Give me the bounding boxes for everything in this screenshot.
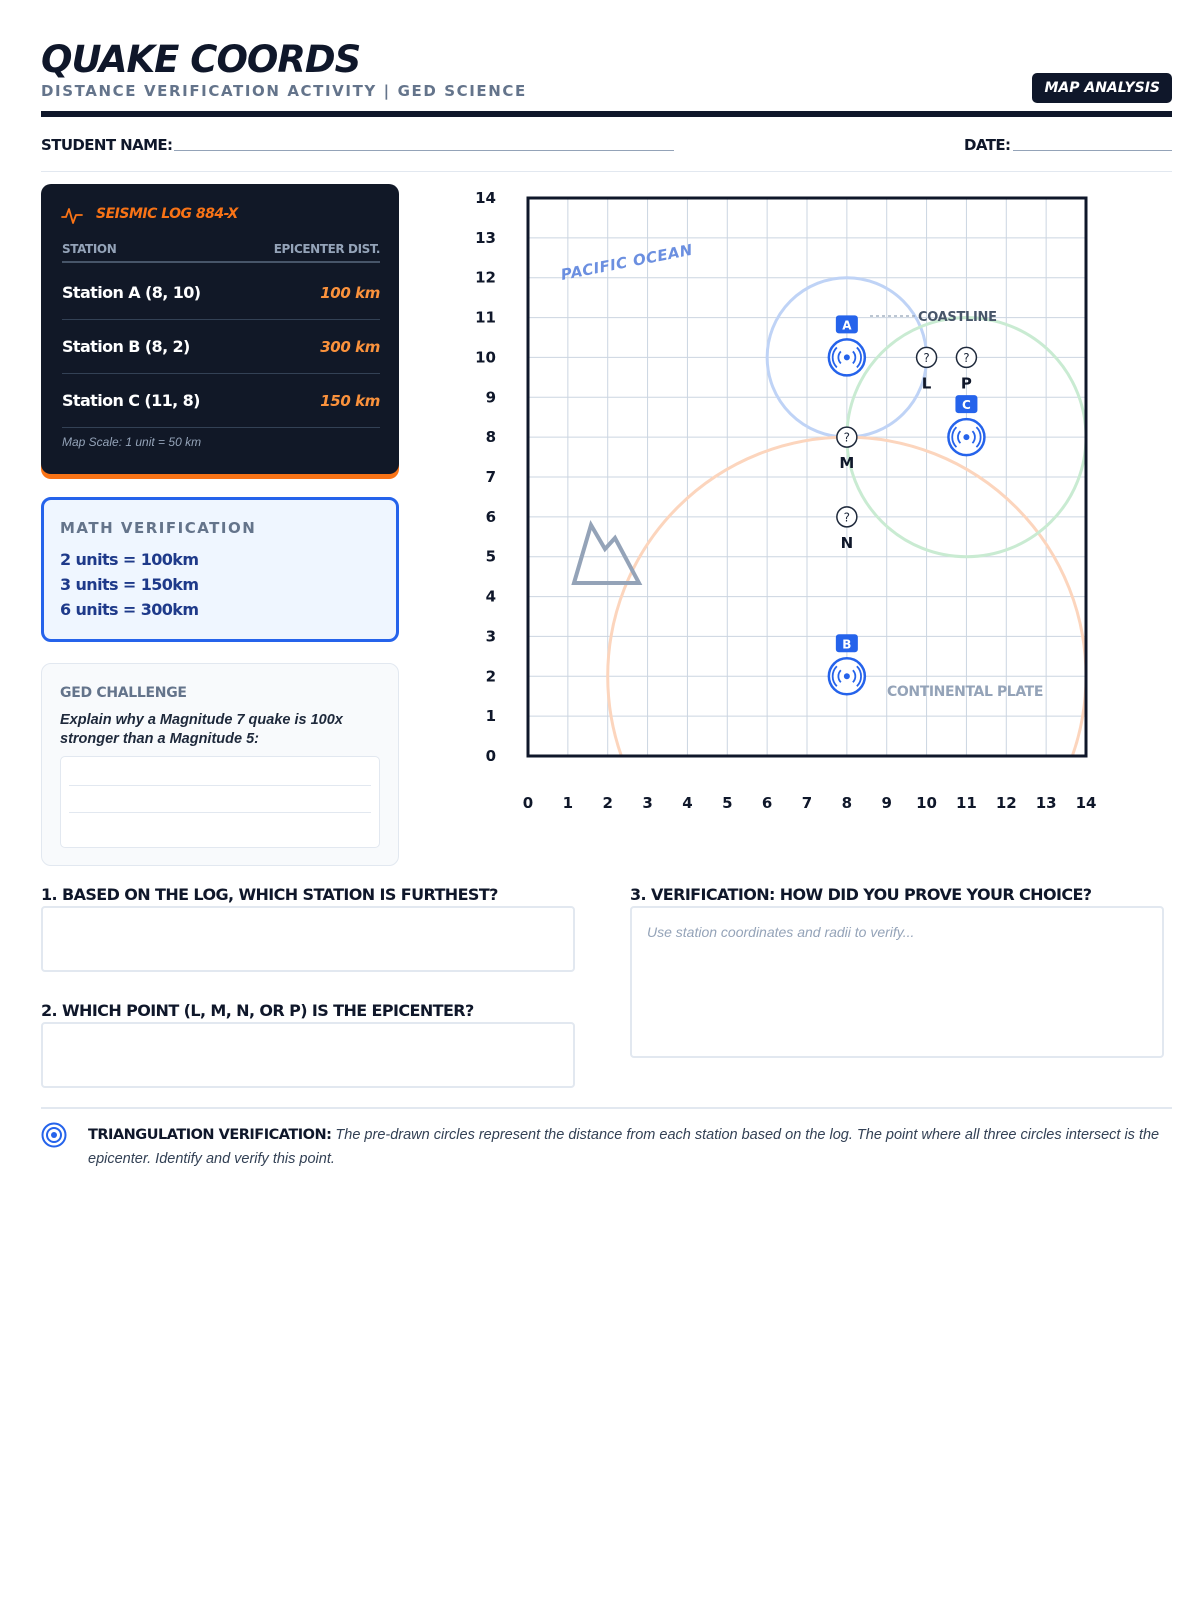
coordinate-map xyxy=(470,180,1150,840)
station-distance: 150 km xyxy=(320,392,380,410)
y-tick-label: 12 xyxy=(475,268,496,287)
log-row xyxy=(62,375,380,428)
student-name-field[interactable] xyxy=(174,150,674,151)
x-tick-label: 2 xyxy=(602,794,613,812)
y-tick-label: 5 xyxy=(485,547,496,566)
ged-answer-field[interactable] xyxy=(60,756,380,848)
x-tick-label: 5 xyxy=(722,794,733,812)
y-tick-label: 14 xyxy=(475,189,496,207)
ged-challenge-box xyxy=(41,663,399,866)
date-field[interactable] xyxy=(1013,150,1172,151)
x-tick-label: 7 xyxy=(801,794,813,812)
x-tick-label: 3 xyxy=(642,794,653,812)
station-name: Station C (11, 8) xyxy=(62,391,200,410)
footer-label: TRIANGULATION VERIFICATION: xyxy=(88,1127,332,1143)
broadcast-dot xyxy=(844,673,850,679)
seismic-log-header xyxy=(62,242,380,263)
page-title: QUAKE COORDS xyxy=(41,38,361,81)
x-tick-label: 13 xyxy=(1035,794,1057,812)
question-mark: ? xyxy=(843,510,851,525)
question-mark: ? xyxy=(963,350,970,365)
log-row xyxy=(62,267,380,320)
page-subtitle: DISTANCE VERIFICATION ACTIVITY | GED SCIENCE xyxy=(41,82,527,100)
col-station: STATION xyxy=(62,242,117,256)
answer-field-3[interactable] xyxy=(630,906,1164,1058)
ged-title: GED CHALLENGE xyxy=(60,685,187,701)
broadcast-dot xyxy=(963,434,969,440)
y-tick-label: 13 xyxy=(475,228,496,247)
header xyxy=(41,38,1172,118)
ged-question: Explain why a Magnitude 7 quake is 100x stronger than a Magnitude 5: xyxy=(60,712,343,747)
x-tick-label: 12 xyxy=(995,794,1017,812)
question-mark: ? xyxy=(923,350,930,365)
y-tick-label: 10 xyxy=(475,348,496,367)
x-tick-label: 1 xyxy=(562,794,574,812)
candidate-label: P xyxy=(960,374,972,393)
answer-field-2[interactable] xyxy=(41,1022,575,1088)
math-line: 3 units = 150km xyxy=(60,575,199,594)
candidate-label: N xyxy=(840,533,854,552)
math-verification-box xyxy=(41,497,399,642)
y-tick-label: 9 xyxy=(485,388,496,407)
y-tick-label: 8 xyxy=(485,428,496,447)
student-name-label: STUDENT NAME: xyxy=(41,136,173,154)
map-analysis-badge: MAP ANALYSIS xyxy=(1032,73,1172,103)
map-scale-note: Map Scale: 1 unit = 50 km xyxy=(62,435,202,449)
math-line: 6 units = 300km xyxy=(60,600,199,619)
station-label: B xyxy=(842,637,852,652)
footer-note xyxy=(88,1123,1174,1171)
question-2: 2. WHICH POINT (L, M, N, OR P) IS THE EPICENTER? xyxy=(41,1001,474,1020)
question-mark: ? xyxy=(843,430,851,445)
answer-line xyxy=(69,785,371,786)
y-tick-label: 1 xyxy=(485,707,496,726)
y-tick-label: 4 xyxy=(485,587,496,606)
y-tick-label: 7 xyxy=(485,468,496,486)
footer-rule xyxy=(41,1107,1172,1109)
y-tick-label: 11 xyxy=(475,308,496,327)
x-tick-label: 4 xyxy=(682,794,693,812)
math-line: 2 units = 100km xyxy=(60,550,199,569)
x-tick-label: 0 xyxy=(522,794,534,812)
station-label: C xyxy=(962,398,971,413)
station-name: Station A (8, 10) xyxy=(62,283,201,302)
pulse-icon xyxy=(61,206,83,226)
y-tick-label: 3 xyxy=(485,627,496,646)
x-tick-label: 6 xyxy=(761,794,773,812)
candidate-label: M xyxy=(839,454,855,473)
coastline-label: COASTLINE xyxy=(918,310,997,325)
header-rule xyxy=(41,111,1172,117)
station-distance: 100 km xyxy=(320,284,380,302)
question-3: 3. VERIFICATION: HOW DID YOU PROVE YOUR CHOICE? xyxy=(630,885,1092,904)
log-row xyxy=(62,321,380,374)
continental-plate-label: CONTINENTAL PLATE xyxy=(887,684,1043,700)
footer-text: The pre-drawn circles represent the distance from each station based on the log. The point where all three circles intersect is the epicenter. Identify and verify this point. xyxy=(88,1127,1160,1167)
station-name: Station B (8, 2) xyxy=(62,337,190,356)
x-tick-label: 14 xyxy=(1075,794,1097,812)
question-1: 1. BASED ON THE LOG, WHICH STATION IS FURTHEST? xyxy=(41,885,498,904)
x-tick-label: 9 xyxy=(881,794,892,812)
y-tick-label: 6 xyxy=(485,507,496,526)
ocean-label: PACIFIC OCEAN xyxy=(559,240,695,284)
answer-field-1[interactable] xyxy=(41,906,575,972)
y-tick-label: 0 xyxy=(485,747,496,765)
x-tick-label: 10 xyxy=(916,794,938,812)
col-distance: EPICENTER DIST. xyxy=(273,242,380,256)
station-distance: 300 km xyxy=(320,338,380,356)
math-title: MATH VERIFICATION xyxy=(60,519,257,537)
date-label: DATE: xyxy=(964,136,1011,154)
x-tick-label: 8 xyxy=(841,794,853,812)
seismic-log-title: SEISMIC LOG 884-X xyxy=(96,206,238,222)
x-tick-label: 11 xyxy=(955,794,977,812)
student-info-row xyxy=(41,132,1172,172)
target-icon xyxy=(41,1122,67,1148)
broadcast-dot xyxy=(844,354,850,360)
station-label: A xyxy=(842,318,852,333)
answer-field-3-placeholder: Use station coordinates and radii to verify... xyxy=(647,924,915,940)
candidate-label: L xyxy=(921,374,932,393)
answer-line xyxy=(69,812,371,813)
y-tick-label: 2 xyxy=(485,667,496,686)
seismic-log-panel xyxy=(41,184,399,474)
